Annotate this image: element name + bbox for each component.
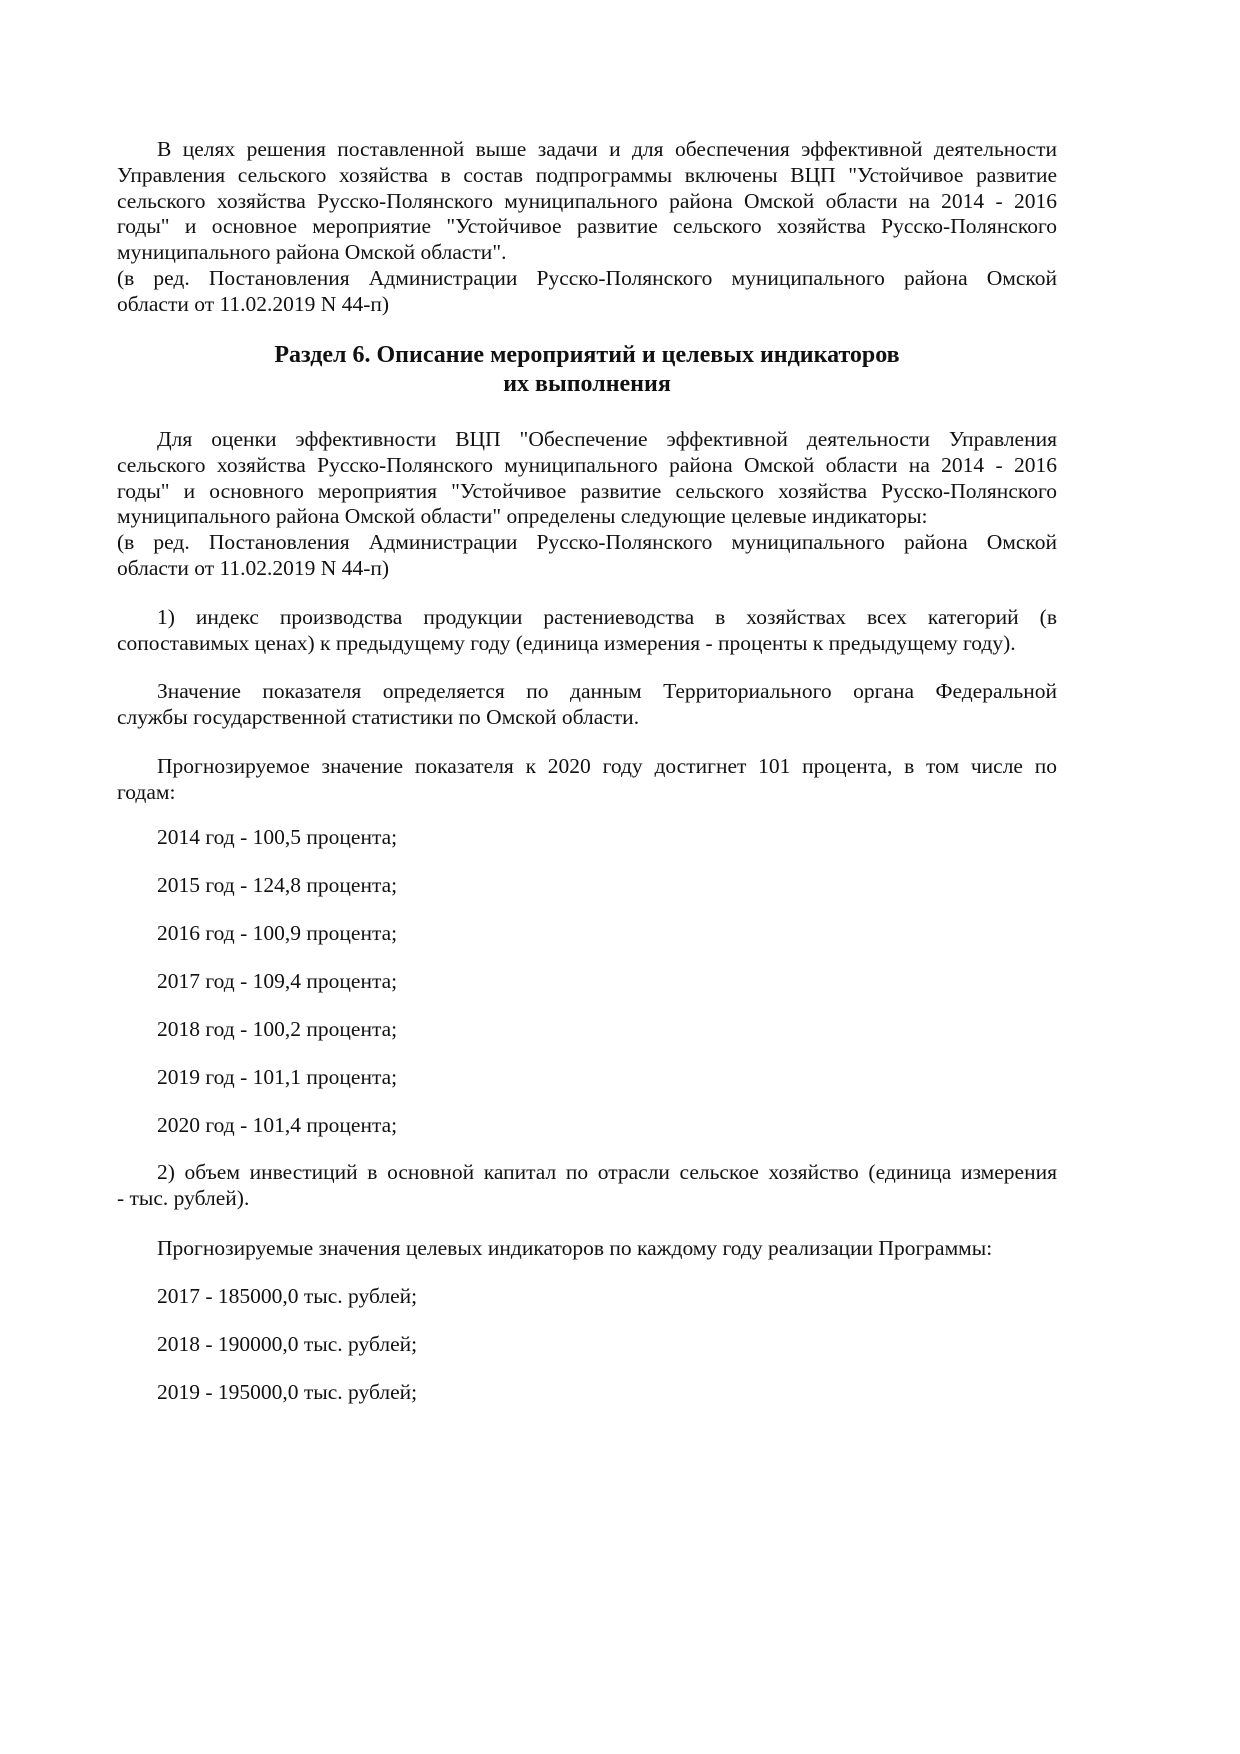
year-value: 2015 год - 124,8 процента; bbox=[157, 873, 398, 897]
amendment-note: (в ред. Постановления Администрации Русско-Полянского муниципального района Омской bbox=[117, 530, 1057, 555]
investment-value: 2017 - 185000,0 тыс. рублей; bbox=[157, 1284, 418, 1308]
text-line: 2) объем инвестиций в основной капитал по отрасли сельское хозяйство (единица измерения bbox=[157, 1160, 1057, 1184]
text-line: - тыс. рублей). bbox=[117, 1185, 250, 1210]
paragraph-forecast-2: Прогнозируемые значения целевых индикаторов по каждому году реализации Программы: bbox=[157, 1236, 993, 1260]
text-line: сопоставимых ценах) к предыдущему году (единица измерения - проценты к предыдущему году). bbox=[117, 630, 1016, 655]
year-value: 2017 год - 109,4 процента; bbox=[157, 969, 398, 993]
text-line: В целях решения поставленной выше задачи и для обеспечения эффективной деятельности bbox=[157, 137, 1057, 161]
heading-line: Раздел 6. Описание мероприятий и целевых индикаторов bbox=[274, 342, 900, 368]
text-line: 1) индекс производства продукции растениеводства в хозяйствах всех категорий (в bbox=[157, 605, 1057, 629]
text-line: муниципального района Омской области". bbox=[117, 240, 507, 265]
investment-value: 2018 - 190000,0 тыс. рублей; bbox=[157, 1332, 418, 1356]
year-value: 2018 год - 100,2 процента; bbox=[157, 1017, 398, 1041]
amendment-note: (в ред. Постановления Администрации Русско-Полянского муниципального района Омской bbox=[117, 265, 1057, 290]
text-line: Прогнозируемое значение показателя к 2020 году достигнет 101 процента, в том числе по bbox=[157, 754, 1057, 778]
text-line: Управления сельского хозяйства в состав подпрограммы включены ВЦП "Устойчивое развитие bbox=[117, 162, 1057, 187]
amendment-note: области от 11.02.2019 N 44-п) bbox=[117, 555, 390, 580]
section-heading bbox=[117, 341, 1057, 399]
year-value: 2014 год - 100,5 процента; bbox=[157, 825, 398, 849]
text-line: сельского хозяйства Русско-Полянского муниципального района Омской области на 2014 - 2016 bbox=[117, 452, 1057, 477]
year-value: 2019 год - 101,1 процента; bbox=[157, 1065, 398, 1089]
paragraph-forecast-1 bbox=[117, 754, 1057, 806]
paragraph-intro bbox=[117, 137, 1057, 318]
text-line: Для оценки эффективности ВЦП "Обеспечение эффективной деятельности Управления bbox=[157, 427, 1057, 451]
indicator-1 bbox=[117, 605, 1057, 657]
text-line: муниципального района Омской области" определены следующие целевые индикаторы: bbox=[117, 504, 928, 529]
text-line: службы государственной статистики по Омской области. bbox=[117, 704, 640, 729]
text-line: Значение показателя определяется по данным Территориального органа Федеральной bbox=[157, 679, 1057, 703]
text-line: годы" и основного мероприятия "Устойчивое развитие сельского хозяйства Русско-Полянского bbox=[117, 478, 1057, 503]
year-value: 2016 год - 100,9 процента; bbox=[157, 921, 398, 945]
amendment-note: области от 11.02.2019 N 44-п) bbox=[117, 291, 390, 316]
text-line: годам: bbox=[117, 779, 176, 804]
text-line: годы" и основное мероприятие "Устойчивое развитие сельского хозяйства Русско-Полянского bbox=[117, 214, 1057, 239]
text-line: сельского хозяйства Русско-Полянского муниципального района Омской области на 2014 - 2016 bbox=[117, 188, 1057, 213]
heading-line: их выполнения bbox=[503, 371, 671, 397]
investment-value: 2019 - 195000,0 тыс. рублей; bbox=[157, 1380, 418, 1404]
paragraph-indicators bbox=[117, 427, 1057, 582]
year-value: 2020 год - 101,4 процента; bbox=[157, 1113, 398, 1137]
indicator-2 bbox=[117, 1160, 1057, 1212]
paragraph-source bbox=[117, 679, 1057, 731]
